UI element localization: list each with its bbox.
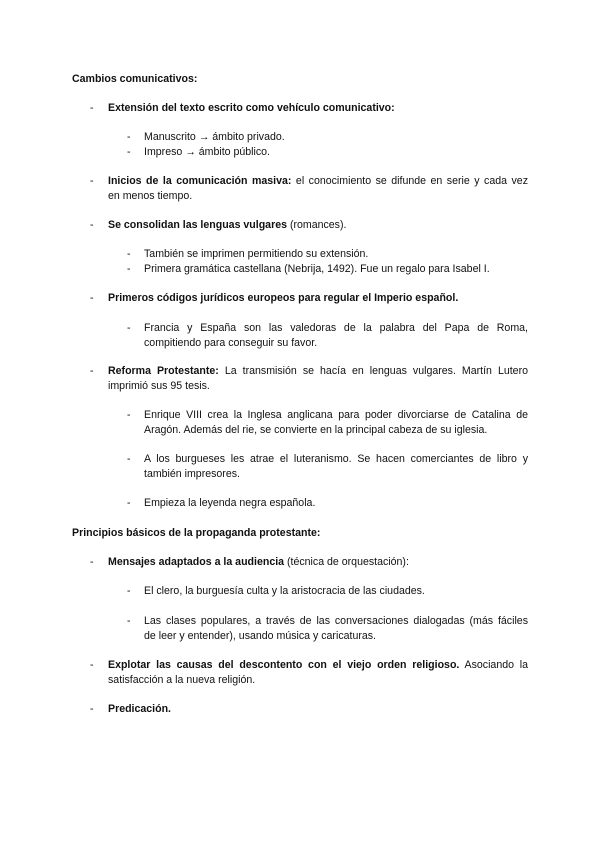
sub-bullet-dash: - [127,409,131,421]
sub-bullet-dash: - [127,497,131,509]
sub-item-clero: El clero, la burguesía culta y la aristocracia de las ciudades. [144,585,425,597]
item-codigos-juridicos: Primeros códigos jurídicos europeos para regular el Imperio español. [108,292,459,304]
section-heading-propaganda: Principios básicos de la propaganda protestante: [72,527,321,539]
sub-item-francia-espana-cont: compitiendo para conseguir su favor. [144,337,318,349]
sub-item-manuscrito: Manuscrito → ámbito privado. [144,131,285,143]
sub-item-impreso: Impreso → ámbito público. [144,146,271,158]
bullet-dash: - [90,556,94,568]
sub-item-clases-populares: Las clases populares, a través de las conversaciones dialogadas (más fáciles [144,615,528,627]
item-reforma-protestante-cont: imprimió sus 95 tesis. [108,380,210,392]
bullet-dash: - [90,659,94,671]
bullet-dash: - [90,175,94,187]
sub-bullet-dash: - [127,585,131,597]
section-heading-cambios: Cambios comunicativos: [72,73,198,85]
sub-bullet-dash: - [127,146,131,158]
item-reforma-protestante: Reforma Protestante: La transmisión se hacía en lenguas vulgares. Martín Lutero [108,365,528,377]
item-mensajes-adaptados: Mensajes adaptados a la audiencia (técnica de orquestación): [108,556,409,568]
sub-item-imprimen: También se imprimen permitiendo su extensión. [144,248,369,260]
sub-item-burgueses: A los burgueses les atrae el luteranismo. Se hacen comerciantes de libro y [144,453,528,465]
item-extension-texto: Extensión del texto escrito como vehículo comunicativo: [108,102,395,114]
item-predicacion: Predicación. [108,703,171,715]
bullet-dash: - [90,292,94,304]
item-explotar-causas-cont: satisfacción a la nueva religión. [108,674,256,686]
sub-bullet-dash: - [127,263,131,275]
sub-item-gramatica: Primera gramática castellana (Nebrija, 1492). Fue un regalo para Isabel I. [144,263,490,275]
bullet-dash: - [90,219,94,231]
sub-bullet-dash: - [127,131,131,143]
sub-item-burgueses-cont: también impresores. [144,468,240,480]
sub-bullet-dash: - [127,615,131,627]
sub-item-francia-espana: Francia y España son las valedoras de la palabra del Papa de Roma, [144,322,528,334]
bullet-dash: - [90,703,94,715]
item-explotar-causas: Explotar las causas del descontento con el viejo orden religioso. Asociando la [108,659,528,671]
sub-item-leyenda-negra: Empieza la leyenda negra española. [144,497,316,509]
item-inicios-comunicacion: Inicios de la comunicación masiva: el conocimiento se difunde en serie y cada vez [108,175,528,187]
sub-bullet-dash: - [127,322,131,334]
bullet-dash: - [90,102,94,114]
sub-bullet-dash: - [127,248,131,260]
sub-item-enrique-viii-cont: Aragón. Además del rie, se convierte en la principal cabeza de su iglesia. [144,424,488,436]
item-inicios-comunicacion-cont: en menos tiempo. [108,190,193,202]
sub-item-clases-populares-cont: de leer y entender), usando música y caricaturas. [144,630,377,642]
sub-bullet-dash: - [127,453,131,465]
sub-item-enrique-viii: Enrique VIII crea la Inglesa anglicana para poder divorciarse de Catalina de [144,409,528,421]
bullet-dash: - [90,365,94,377]
item-lenguas-vulgares: Se consolidan las lenguas vulgares (romances). [108,219,347,231]
